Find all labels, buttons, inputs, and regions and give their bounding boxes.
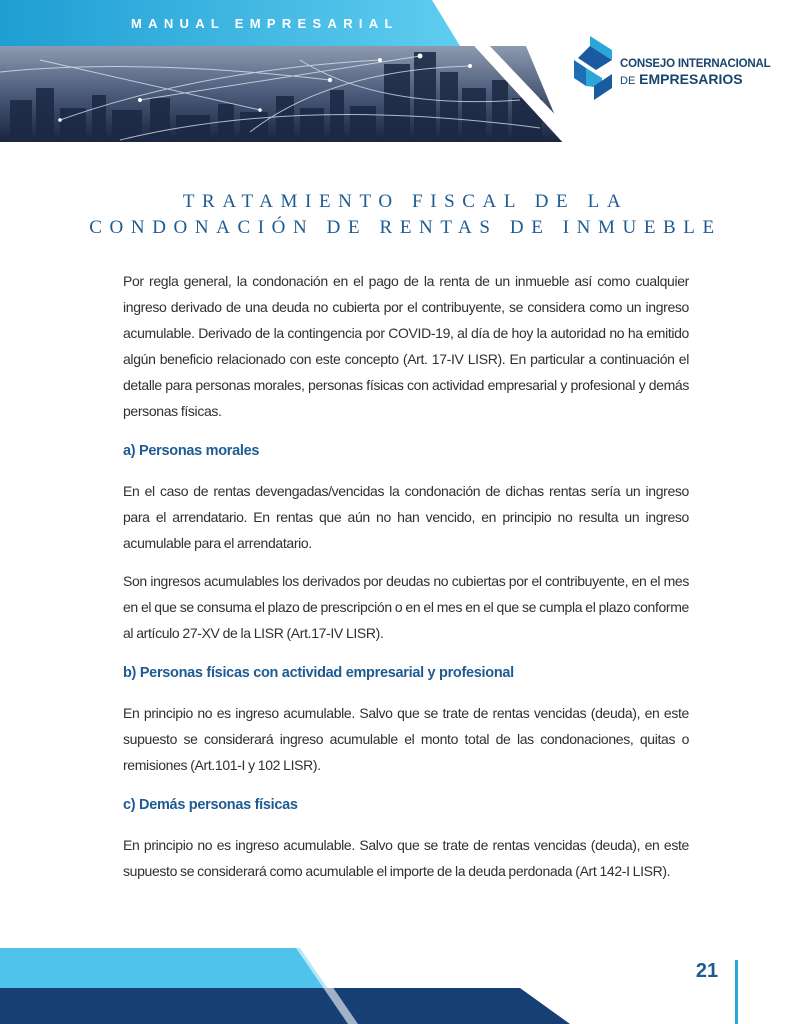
section-paragraph: En principio no es ingreso acumulable. Salvo que se trate de rentas vencidas (deuda), en este supuesto se considerará ingreso acumulable el monto total de las condonaciones, quitas o remisiones (Art.101-I y 102 LISR).: [123, 705, 689, 773]
intro-paragraph: Por regla general, la condonación en el pago de la renta de un inmueble así como cualquier ingreso derivado de una deuda no cubierta por el contribuyente, se considera como un ingreso acumulable. Derivado de la contingencia por COVID-19, al día de hoy la autoridad no ha emitido algún beneficio relacionado con este concepto (Art. 17-IV LISR). En particular a continuación el detalle para personas morales, personas físicas con actividad empresarial y profesional y demás personas físicas.: [123, 273, 689, 419]
page-title-line-1: TRATAMIENTO FISCAL DE LA: [182, 191, 629, 212]
section-heading-morales: a) Personas morales: [123, 443, 260, 459]
section-paragraph: Son ingresos acumulables los derivados por deudas no cubiertas por el contribuyente, en el mes en el que se consuma el plazo de prescripción o en el mes en el que se cumpla el plazo conforme al artículo 27-XV de la LISR (Art.17-IV LISR).: [123, 573, 689, 641]
cie-logo[interactable]: [572, 36, 772, 102]
page-number: 21: [695, 960, 719, 982]
footer-band: [0, 940, 791, 1024]
page-title-line-2: CONDONACIÓN DE RENTAS DE INMUEBLE: [89, 217, 722, 238]
cie-logo-icon: [572, 36, 618, 102]
document-body: [123, 268, 689, 884]
section-heading-demas-fisicas: c) Demás personas físicas: [123, 797, 298, 813]
logo-name: EMPRESARIOS: [639, 71, 743, 87]
logo-line-2: [620, 71, 743, 87]
page-title: [30, 189, 781, 241]
logo-line-1: CONSEJO INTERNACIONAL: [620, 58, 771, 70]
section-paragraph: En principio no es ingreso acumulable. Salvo que se trate de rentas vencidas (deuda), en este supuesto se considerará como acumulable el importe de la deuda perdonada (Art 142-I LISR).: [123, 837, 689, 879]
logo-prefix: DE: [620, 75, 636, 87]
manual-title: MANUAL EMPRESARIAL: [131, 16, 399, 31]
page-number-rule: [735, 960, 738, 1024]
section-heading-fisicas-actividad: b) Personas físicas con actividad empresarial y profesional: [123, 665, 514, 681]
section-paragraph: En el caso de rentas devengadas/vencidas la condonación de dichas rentas sería un ingreso para el arrendatario. En rentas que aún no han vencido, en principio no resulta un ingreso acumulable para el arrendatario.: [123, 483, 689, 551]
